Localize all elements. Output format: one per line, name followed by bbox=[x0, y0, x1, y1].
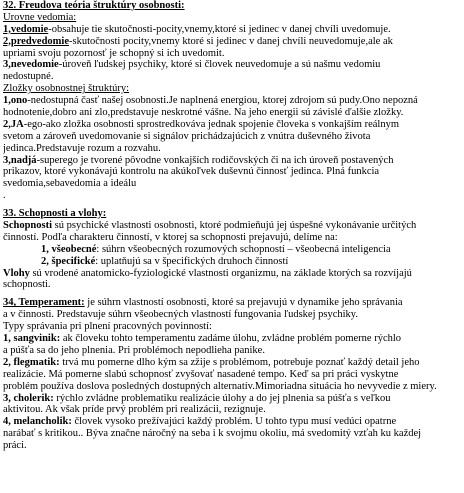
type-2-cont-2: problém používa doslova posledných dostupných alternatív.Mimoriadna situácia ho nevyvedie z miery. bbox=[3, 380, 437, 392]
component-1-cont: hodnotenie,dobro ani zlo,predstavuje neskrotné vášne. Na jeho energii sú závislé ďalšie zložky. bbox=[3, 107, 404, 119]
ability-type-1-term: 1, všeobecné bbox=[41, 243, 97, 255]
component-2-cont-2: jedinca.Predstavuje rozum a rozvahu. bbox=[3, 142, 161, 154]
type-1 bbox=[3, 333, 461, 345]
abilities-cont: činností. Podľa charakteru činností, v ktorej sa schopnosti prejavujú, delíme na: bbox=[3, 231, 338, 243]
level-2 bbox=[3, 36, 461, 48]
level-2-cont: upriami svoju pozornosť je schopný si ich uvedomit. bbox=[3, 47, 225, 59]
component-3-cont-2: svedomia,sebavedomia a ideálu bbox=[3, 178, 137, 190]
component-3-term: 3,nadjá bbox=[3, 154, 37, 166]
component-2-text: -ego-ako zložka osobnosti sprostredkováva jednak spojenie človeka s vonkajším reálnym bbox=[23, 118, 399, 130]
type-2-text: trvá mu pomerne dlho kým sa zžije s problémom, potrebuje poznať každý detail jeho bbox=[59, 356, 420, 368]
ability-type-2-term: 2, špecifické bbox=[41, 255, 96, 267]
component-3-cont-1: prikazov, ktoré vykonávajú kontrolu na akúkoľvek duševnú činnosť jedinca. Plná funkcia bbox=[3, 166, 380, 178]
abilities-paragraph bbox=[3, 220, 461, 232]
aptitudes-cont: schopnosti. bbox=[3, 279, 51, 291]
abilities-text: sú psychické vlastnosti osobnosti, ktoré podmieňujú jej úspešné vykonávanie určitých bbox=[52, 220, 417, 232]
type-2-term: 2, flegmatik: bbox=[3, 356, 60, 368]
ability-type-1 bbox=[3, 244, 461, 256]
type-4-term: 4, melancholik: bbox=[3, 416, 72, 428]
component-2-term: 2,JA bbox=[3, 118, 24, 130]
type-1-text: ak človeku tohto temperamentu zadáme úlohu, zvládne problém pomerne rýchlo bbox=[60, 333, 402, 345]
type-3-text: rýchlo zvládne problematiku realizácie úlohy a do jej plnenia sa púšťa s veľkou bbox=[53, 392, 391, 404]
section-34-heading: 34, Temperament: bbox=[3, 297, 85, 309]
type-4-cont-2: práci. bbox=[3, 440, 27, 452]
section-32-heading: 32. Freudova teória štruktúry osobnosti: bbox=[3, 0, 185, 11]
component-1-term: 1,ono bbox=[3, 95, 28, 107]
type-1-term: 1, sangvinik: bbox=[3, 333, 61, 345]
component-3 bbox=[3, 155, 461, 167]
components-title: Zložky osobnostnej štruktúry: bbox=[3, 83, 129, 95]
level-1-text: -obsahuje tie skutočnosti-pocity,vnemy,ktoré si jedinec v danej chvíli uvedomuje. bbox=[48, 23, 391, 35]
level-3 bbox=[3, 59, 461, 71]
level-1 bbox=[3, 24, 461, 36]
level-2-term: 2,predvedomie bbox=[3, 35, 70, 47]
aptitudes-term: Vlohy bbox=[3, 267, 30, 279]
component-3-text: -superego je tvorené pôvodne vonkajších rodičovských či na ich úroveň postavených bbox=[36, 154, 394, 166]
section-34-cont-1: a v činnosti. Predstavuje súhrn všeobecných vlastností fungovania ľudskej psychiky. bbox=[3, 309, 358, 321]
component-1 bbox=[3, 95, 461, 107]
type-2 bbox=[3, 357, 461, 369]
type-4-text: človek vysoko prežívajúci každý problém. U tohto typu musí vedúci opatrne bbox=[71, 416, 397, 428]
consciousness-levels-title: Úrovne vedomia: bbox=[3, 11, 77, 23]
type-2-cont-1: realizácie. Má pomerne slabú schopnosť zvyšovať nasadené tempo. Keď sa pri práci vyskytne bbox=[3, 368, 399, 380]
section-34-text: je súhrn vlastností osobnosti, ktoré sa prejavujú v dynamike jeho správania bbox=[84, 297, 403, 309]
section-33-heading: 33. Schopnosti a vlohy: bbox=[3, 208, 107, 220]
ability-type-2-text: : uplatňujú sa v špecifických druhoch činností bbox=[95, 255, 289, 267]
ability-type-1-text: : súhrn všeobecných rozumových schopností – všeobecná inteligencia bbox=[96, 243, 391, 255]
type-1-cont: a púšťa sa do jeho plnenia. Pri problémoch nepodlieha panike. bbox=[3, 344, 265, 356]
type-4-cont-1: narábať s kritikou.. Býva značne náročný na seba i k svojmu okoliu, má svedomitý vzťah ku každej bbox=[3, 428, 422, 440]
section-34-intro bbox=[3, 297, 461, 309]
section-dot: . bbox=[3, 190, 6, 202]
ability-type-2 bbox=[3, 256, 461, 268]
aptitudes-text: sú vrodené anatomicko-fyziologické vlastnosti organizmu, na základe ktorých sa rozvíjajú bbox=[29, 267, 412, 279]
type-3-cont: aktivitou. Ak však príde prvý problém pri realizácii, rezignuje. bbox=[3, 404, 266, 416]
level-3-text: -úroveň ľudskej psychiky, ktoré si človek neuvedomuje a sú našmu vedomiu bbox=[58, 59, 381, 71]
component-1-text: -nedostupná časť našej osobnosti.Je naplnená energiou, ktorej zdrojom sú pudy.Ono nepozná bbox=[27, 95, 418, 107]
abilities-term: Schopnosti bbox=[3, 220, 53, 232]
level-2-text: -skutočnosti pocity,vnemy ktoré si jedinec v danej chvíli neuvedomuje,ale ak bbox=[69, 35, 393, 47]
level-3-cont: nedostupné. bbox=[3, 71, 54, 83]
type-4 bbox=[3, 416, 461, 428]
level-1-term: 1,vedomie bbox=[3, 23, 49, 35]
type-3-term: 3, cholerik: bbox=[3, 392, 54, 404]
level-3-term: 3,nevedomie bbox=[3, 59, 59, 71]
aptitudes-paragraph bbox=[3, 268, 461, 280]
component-2-cont-1: svetom a zároveň uvedomovanie si signálov prichádzajúcich z vnútra duševného života bbox=[3, 130, 371, 142]
component-2 bbox=[3, 119, 461, 131]
type-3 bbox=[3, 393, 461, 405]
section-34-cont-2: Typy správania pri plnení pracovných povinností: bbox=[3, 321, 212, 333]
